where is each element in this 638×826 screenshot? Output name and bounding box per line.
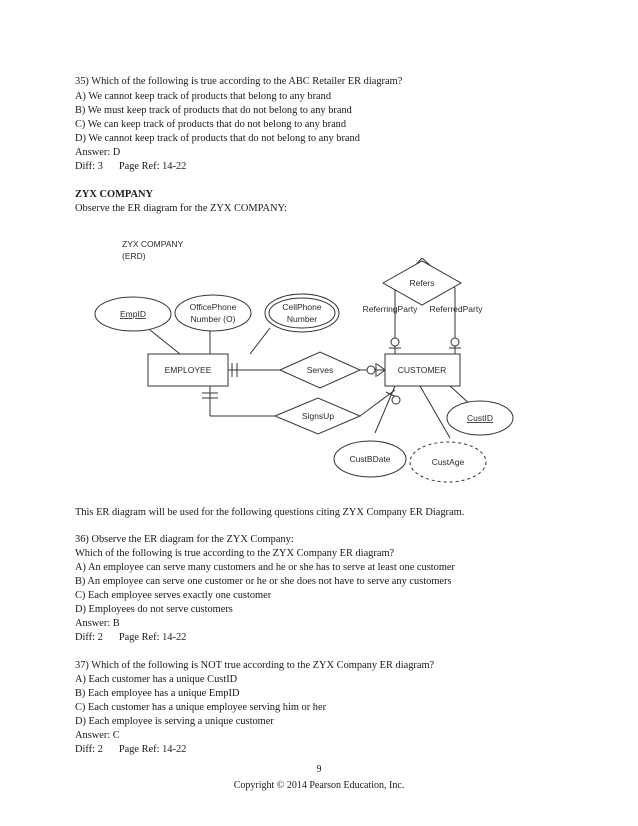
customer-entity: CUSTOMER	[397, 365, 447, 375]
q35-answer: Answer: D	[75, 147, 121, 158]
er-diagram	[0, 228, 638, 493]
officephone-attribute-line1: OfficePhone	[189, 302, 237, 312]
after-diagram-text: This ER diagram will be used for the following questions citing ZYX Company ER Diagram.	[75, 507, 465, 518]
section-heading: ZYX COMPANY	[75, 189, 154, 200]
q36-answer: Answer: B	[75, 618, 120, 629]
q35-diff: Diff: 3	[75, 161, 103, 172]
q36-line2: Which of the following is true according to the ZYX Company ER diagram?	[75, 548, 395, 559]
q37-option-b: B) Each employee has a unique EmpID	[75, 688, 240, 699]
q36-diff: Diff: 2	[75, 632, 103, 643]
q36-diff-row	[75, 631, 186, 645]
q36-option-a: A) An employee can serve many customers and he or she has to serve at least one customer	[75, 562, 455, 573]
custbdate-attribute: CustBDate	[349, 454, 391, 464]
q35-question: 35) Which of the following is true according to the ABC Retailer ER diagram?	[75, 76, 403, 87]
q36-page-ref: Page Ref: 14-22	[118, 632, 187, 643]
custage-attribute: CustAge	[431, 457, 465, 467]
signsup-relationship: SignsUp	[301, 411, 335, 421]
q36-option-d: D) Employees do not serve customers	[75, 604, 233, 615]
copyright-footer: Copyright © 2014 Pearson Education, Inc.	[233, 780, 405, 791]
q37-question: 37) Which of the following is NOT true according to the ZYX Company ER diagram?	[75, 660, 435, 671]
q35-page-ref: Page Ref: 14-22	[118, 161, 187, 172]
referring-party-label: ReferringParty	[362, 304, 418, 314]
q37-page-ref: Page Ref: 14-22	[118, 744, 187, 755]
custid-attribute: CustID	[467, 413, 493, 423]
page-number: 9	[316, 764, 322, 775]
officephone-attribute-line2: Number (O)	[190, 314, 236, 324]
q37-option-d: D) Each employee is serving a unique customer	[75, 716, 274, 727]
q35-option-b: B) We must keep track of products that do not belong to any brand	[75, 105, 352, 116]
q37-diff: Diff: 2	[75, 744, 103, 755]
q37-diff-row	[75, 743, 186, 757]
q35-option-c: C) We can keep track of products that do not belong to any brand	[75, 119, 347, 130]
q36-option-b: B) An employee can serve one customer or he or she does not have to serve any customers	[75, 576, 452, 587]
q37-answer: Answer: C	[75, 730, 120, 741]
q37-option-c: C) Each customer has a unique employee serving him or her	[75, 702, 327, 713]
diagram-title-line2: (ERD)	[122, 251, 146, 261]
referred-party-label: ReferredParty	[429, 304, 483, 314]
empid-attribute: EmpID	[120, 309, 146, 319]
q36-line1: 36) Observe the ER diagram for the ZYX Company:	[75, 534, 294, 545]
q37-option-a: A) Each customer has a unique CustID	[75, 674, 238, 685]
refers-relationship: Refers	[409, 278, 435, 288]
q35-option-a: A) We cannot keep track of products that belong to any brand	[75, 91, 332, 102]
diagram-title-line1: ZYX COMPANY	[122, 239, 184, 249]
employee-entity: EMPLOYEE	[164, 365, 212, 375]
serves-relationship: Serves	[306, 365, 334, 375]
q36-option-c: C) Each employee serves exactly one customer	[75, 590, 272, 601]
cellphone-attribute-line2: Number	[286, 314, 318, 324]
cellphone-attribute-line1: CellPhone	[282, 302, 322, 312]
q35-option-d: D) We cannot keep track of products that do not belong to any brand	[75, 133, 360, 144]
q35-diff-row	[75, 160, 186, 174]
section-intro: Observe the ER diagram for the ZYX COMPANY:	[75, 203, 287, 214]
